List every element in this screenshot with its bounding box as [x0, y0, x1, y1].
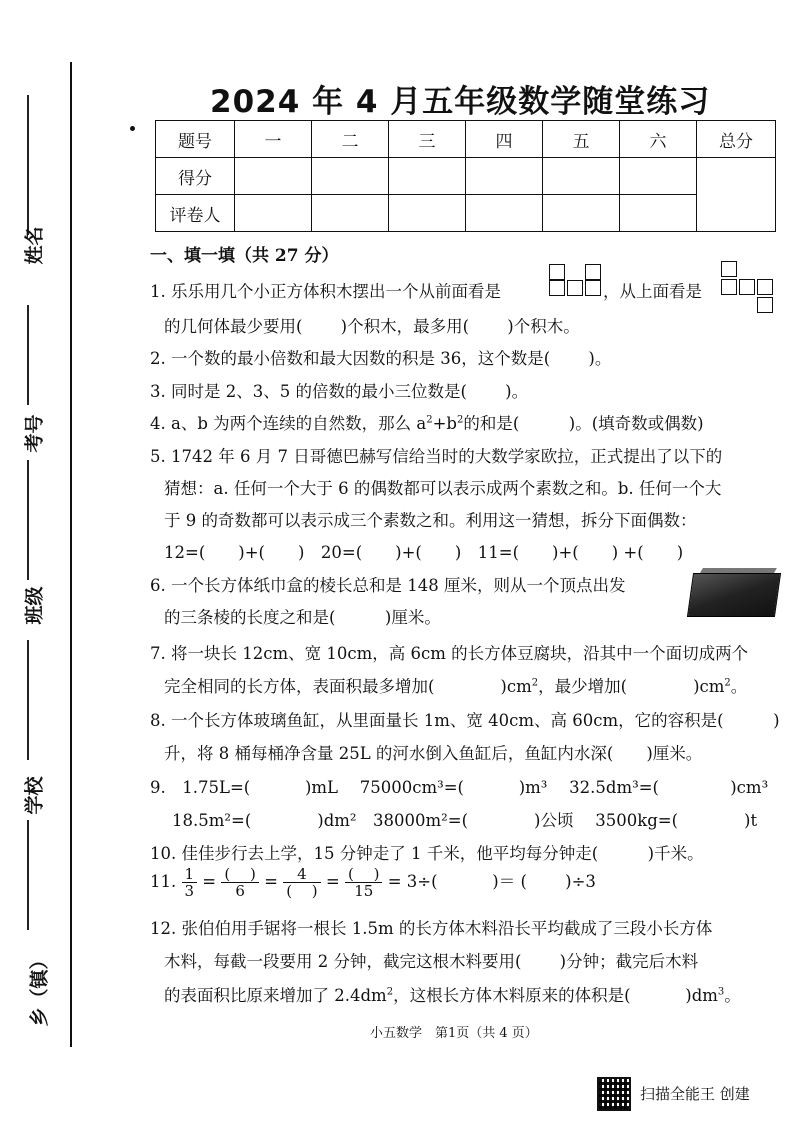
question-1-part-c: 的几何体最少要用( )个积木，最多用( )个积木。: [164, 317, 580, 336]
grader-cell[interactable]: [389, 195, 466, 232]
denominator: ( ): [286, 882, 318, 900]
question-5-line-4: 12=( )+( ) 20=( )+( ) 11=( )+( ) +( ): [164, 543, 684, 562]
q12-text-e: 。: [724, 986, 741, 1005]
number-rule: [27, 305, 29, 405]
numerator: 1: [182, 866, 198, 883]
numerator: ( ): [345, 866, 382, 883]
table-cell: 题号: [156, 121, 235, 158]
question-8-line-1: 8. 一个长方体玻璃鱼缸，从里面量长 1m、宽 40cm、高 60cm，它的容积是( ): [150, 711, 780, 730]
superscript: 2: [426, 414, 433, 426]
fraction: [345, 866, 382, 899]
superscript: 2: [386, 986, 394, 998]
town-label: 乡（镇）: [28, 950, 51, 1027]
question-7-line-1: 7. 将一块长 12cm、宽 10cm，高 6cm 的长方体豆腐块，沿其中一个面切成两个: [150, 644, 749, 663]
score-cell[interactable]: [620, 158, 697, 195]
grader-cell[interactable]: [466, 195, 543, 232]
q4-text-c: 的和是( )。(填奇数或偶数): [463, 414, 704, 433]
class-rule: [27, 460, 29, 580]
grader-cell[interactable]: [620, 195, 697, 232]
question-7-line-2: [164, 673, 747, 697]
question-11: [150, 866, 596, 899]
question-2: 2. 一个数的最小倍数和最大因数的积是 36，这个数是( )。: [150, 349, 612, 368]
q12-text-c: 的表面积比原来增加了 2.4dm: [164, 986, 387, 1005]
score-cell[interactable]: [466, 158, 543, 195]
question-10: 10. 佳佳步行去上学，15 分钟走了 1 千米，他平均每分钟走( )千米。: [150, 844, 704, 863]
q4-text-a: 4. a、b 为两个连续的自然数，那么 a: [150, 414, 427, 433]
question-9-line-2: 18.5m²=( )dm² 38000m²=( )公顷 3500kg=( )t: [172, 811, 758, 830]
fraction: [283, 866, 320, 899]
school-rule: [27, 640, 29, 760]
superscript: 2: [531, 677, 539, 689]
tissue-box-image: [687, 573, 781, 617]
table-cell: 四: [466, 121, 543, 158]
equals: =: [264, 872, 278, 891]
numerator: 4: [283, 866, 320, 883]
score-cell[interactable]: [389, 158, 466, 195]
denominator: 6: [235, 882, 245, 900]
scanner-watermark: 扫描全能王 创建: [640, 1085, 750, 1103]
table-cell: 评卷人: [156, 195, 235, 232]
page-footer: 小五数学 第1页（共 4 页）: [370, 1026, 538, 1041]
grader-cell[interactable]: [235, 195, 312, 232]
q12-text-d: ，这根长方体木料原来的体积是( )dm: [393, 986, 718, 1005]
score-cell[interactable]: [235, 158, 312, 195]
question-3: 3. 同时是 2、3、5 的倍数的最小三位数是( )。: [150, 382, 529, 401]
table-row: [156, 158, 776, 195]
name-rule: [27, 95, 29, 235]
total-score-cell[interactable]: [697, 158, 776, 232]
superscript: 3: [717, 986, 725, 998]
question-12-line-3: [164, 982, 741, 1006]
superscript: 2: [456, 414, 464, 426]
score-table: [155, 120, 776, 232]
table-cell: 二: [312, 121, 389, 158]
question-6-line-2: 的三条棱的长度之和是( )厘米。: [164, 608, 441, 627]
table-cell: 得分: [156, 158, 235, 195]
q7-text-d: 。: [730, 677, 748, 696]
name-label: 姓名: [23, 226, 46, 265]
q11-tail: = 3÷( )＝ ( )÷3: [387, 872, 596, 891]
numerator: ( ): [221, 866, 258, 883]
table-cell: 五: [543, 121, 620, 158]
question-5-line-1: 5. 1742 年 6 月 7 日哥德巴赫写信给当时的大数学家欧拉，正式提出了以下的: [150, 447, 723, 466]
class-label: 班级: [23, 586, 46, 625]
q7-text-c: ，最少增加( )cm: [538, 677, 725, 696]
question-1-part-a: 1. 乐乐用几个小正方体积木摆出一个从前面看是: [150, 282, 501, 301]
question-8-line-2: 升，将 8 桶每桶净含量 25L 的河水倒入鱼缸后，鱼缸内水深( )厘米。: [164, 744, 703, 763]
table-row: [156, 121, 776, 158]
table-cell: 六: [620, 121, 697, 158]
q11-label: 11.: [150, 872, 177, 891]
question-9-line-1: 9. 1.75L=( )mL 75000cm³=( )m³ 32.5dm³=( )cm³: [150, 778, 769, 797]
table-cell: 三: [389, 121, 466, 158]
question-12-line-2: 木料，每截一段要用 2 分钟，截完这根木料要用( )分钟；截完后木料: [164, 952, 699, 971]
superscript: 2: [724, 677, 731, 689]
grader-cell[interactable]: [312, 195, 389, 232]
qr-code-icon: [597, 1077, 631, 1111]
question-4: [150, 410, 704, 434]
equals: =: [325, 872, 340, 891]
question-5-line-3: 于 9 的奇数都可以表示成三个素数之和。利用这一猜想，拆分下面偶数：: [164, 511, 697, 530]
grader-cell[interactable]: [543, 195, 620, 232]
section-heading: 一、填一填（共 27 分）: [150, 246, 339, 266]
denominator: 15: [354, 882, 374, 900]
equals: =: [202, 872, 217, 891]
score-cell[interactable]: [312, 158, 389, 195]
number-label: 考号: [23, 414, 46, 453]
fraction: [182, 866, 198, 899]
q4-text-b: +b: [432, 414, 457, 433]
question-1-part-b: ，从上面看是: [603, 282, 702, 301]
q7-text-b: 完全相同的长方体，表面积最多增加( )cm: [164, 677, 532, 696]
town-rule: [27, 820, 29, 930]
question-6-line-1: 6. 一个长方体纸巾盒的棱长总和是 148 厘米，则从一个顶点出发: [150, 576, 626, 595]
question-12-line-1: 12. 张伯伯用手锯将一根长 1.5m 的长方体木料沿长平均截成了三段小长方体: [150, 919, 713, 938]
page-title: 2024 年 4 月五年级数学随堂练习: [210, 84, 711, 120]
fraction: [221, 866, 258, 899]
table-row: [156, 195, 776, 232]
school-label: 学校: [23, 776, 46, 815]
denominator: 3: [184, 882, 195, 900]
table-cell: 总分: [697, 121, 776, 158]
score-cell[interactable]: [543, 158, 620, 195]
question-5-line-2: 猜想：a. 任何一个大于 6 的偶数都可以表示成两个素数之和。b. 任何一个大: [164, 479, 722, 498]
binding-line: [70, 62, 72, 1047]
table-cell: 一: [235, 121, 312, 158]
dot-mark: [130, 126, 135, 131]
